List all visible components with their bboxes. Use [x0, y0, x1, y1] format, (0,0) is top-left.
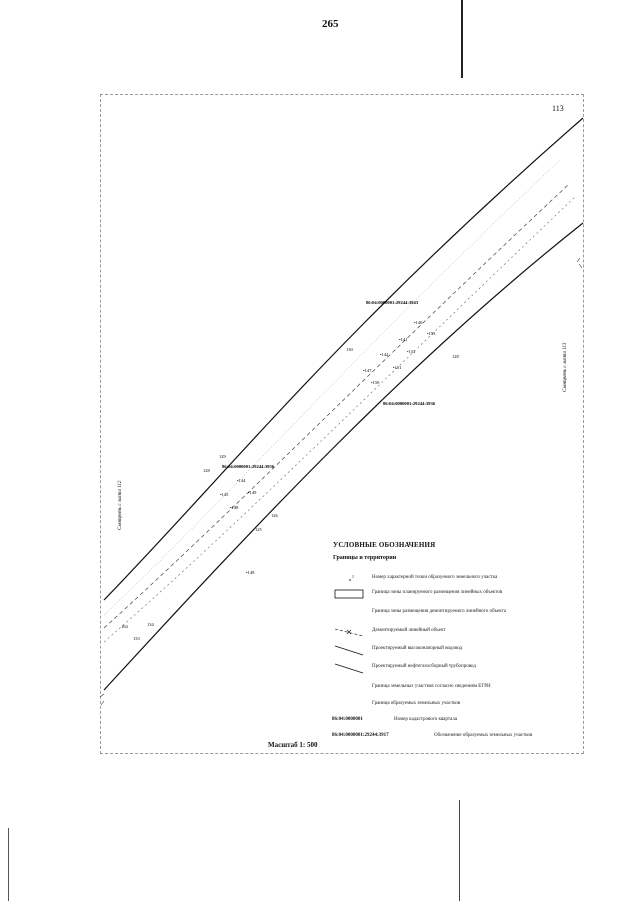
point-label: •151 [393, 365, 402, 370]
point-label: •140 [414, 320, 423, 325]
point-label: •148 [230, 505, 239, 510]
legend-item-oil-gas-pipeline [332, 662, 580, 674]
legend-item-dismantle-zone [332, 607, 580, 619]
legend-item-water-pipeline [332, 644, 580, 656]
parcel-number-label: 86:04:0000001:29244:3956 [222, 464, 275, 469]
sheet-reference-left: Смотреть с листа 112 [118, 480, 123, 530]
legend-item-label: Граница земельных участков согласно сведениям ЕГРН [372, 684, 491, 689]
legend-title: УСЛОВНЫЕ ОБОЗНАЧЕНИЯ [333, 541, 436, 549]
point-label: •147 [363, 368, 372, 373]
point-label: •150 [371, 380, 380, 385]
legend-code: 86:04:0000001:29244:3917 [332, 733, 389, 738]
oil-gas-pipeline-symbol [334, 662, 364, 674]
dismantled-object-symbol [334, 626, 364, 638]
legend-item-egrn-boundary [332, 682, 580, 694]
legend-item-label: Номер кадастрового квартала [394, 717, 458, 722]
legend-item-parcel-designation [332, 731, 580, 743]
legend-item-label: Граница образуемых земельных участков [372, 701, 461, 706]
water-pipeline-symbol [334, 644, 364, 656]
page-number: 265 [322, 18, 339, 30]
legend-item-new-parcel-boundary [332, 699, 580, 711]
parcel-number-label: 86:04:0000001:29244:3943 [366, 300, 419, 305]
point-label: •141 [399, 337, 408, 342]
legend-item-label: Демонтируемый линейный объект [372, 628, 446, 633]
legend-item-label: Обозначение образуемых земельных участков [434, 733, 533, 738]
legend-item-label: Проектируемый высоконапорный водовод [372, 646, 463, 651]
point-label: •149 [246, 570, 255, 575]
legend-item-label: Граница зоны планируемого размещения линейных объектов [372, 590, 503, 595]
svg-text:1: 1 [352, 574, 354, 579]
point-label: •144 [237, 478, 246, 483]
point-label: •153 [427, 331, 436, 336]
planned-zone-symbol [334, 588, 364, 600]
point-label: 125 [255, 527, 262, 532]
point-label: •152 [407, 349, 416, 354]
point-label: 133 [133, 636, 140, 641]
legend-code: 86:04:0000001 [332, 717, 363, 722]
sheet-reference-right: Смотреть с листа 113 [563, 342, 568, 392]
point-label: 129 [219, 454, 226, 459]
legend-item-dismantled-object [332, 626, 580, 638]
point-label: 130 [346, 347, 353, 352]
point-label: 134 [147, 622, 154, 627]
parcel-number-label: 86:04:0000001:29244:3936 [383, 401, 436, 406]
corridor-upper-boundary [104, 118, 583, 600]
legend-item-label: Проектируемый нефтегазосборный трубопровод [372, 664, 476, 669]
point-label: 126 [271, 513, 278, 518]
legend [332, 540, 580, 746]
legend-item-cadastral-quarter [332, 715, 580, 727]
point-label: •149 [248, 490, 257, 495]
legend-subtitle: Границы и территории [333, 555, 397, 561]
sheet-number: 113 [552, 104, 564, 113]
legend-item-label: Граница зоны размещения демонтируемого линейного объекта [372, 609, 507, 614]
map-scale: Масштаб 1: 500 [268, 741, 318, 749]
legend-item-label: Номер характерной точки образуемого земельного участка [372, 575, 498, 580]
point-label: •145 [220, 492, 229, 497]
legend-item-planned-zone [332, 588, 580, 600]
point-number-symbol [334, 573, 364, 585]
point-label: •142 [380, 352, 389, 357]
point-label: 164 [121, 624, 128, 629]
legend-item-point-number [332, 573, 580, 585]
point-label: 128 [203, 468, 210, 473]
point-label: 128 [452, 354, 459, 359]
